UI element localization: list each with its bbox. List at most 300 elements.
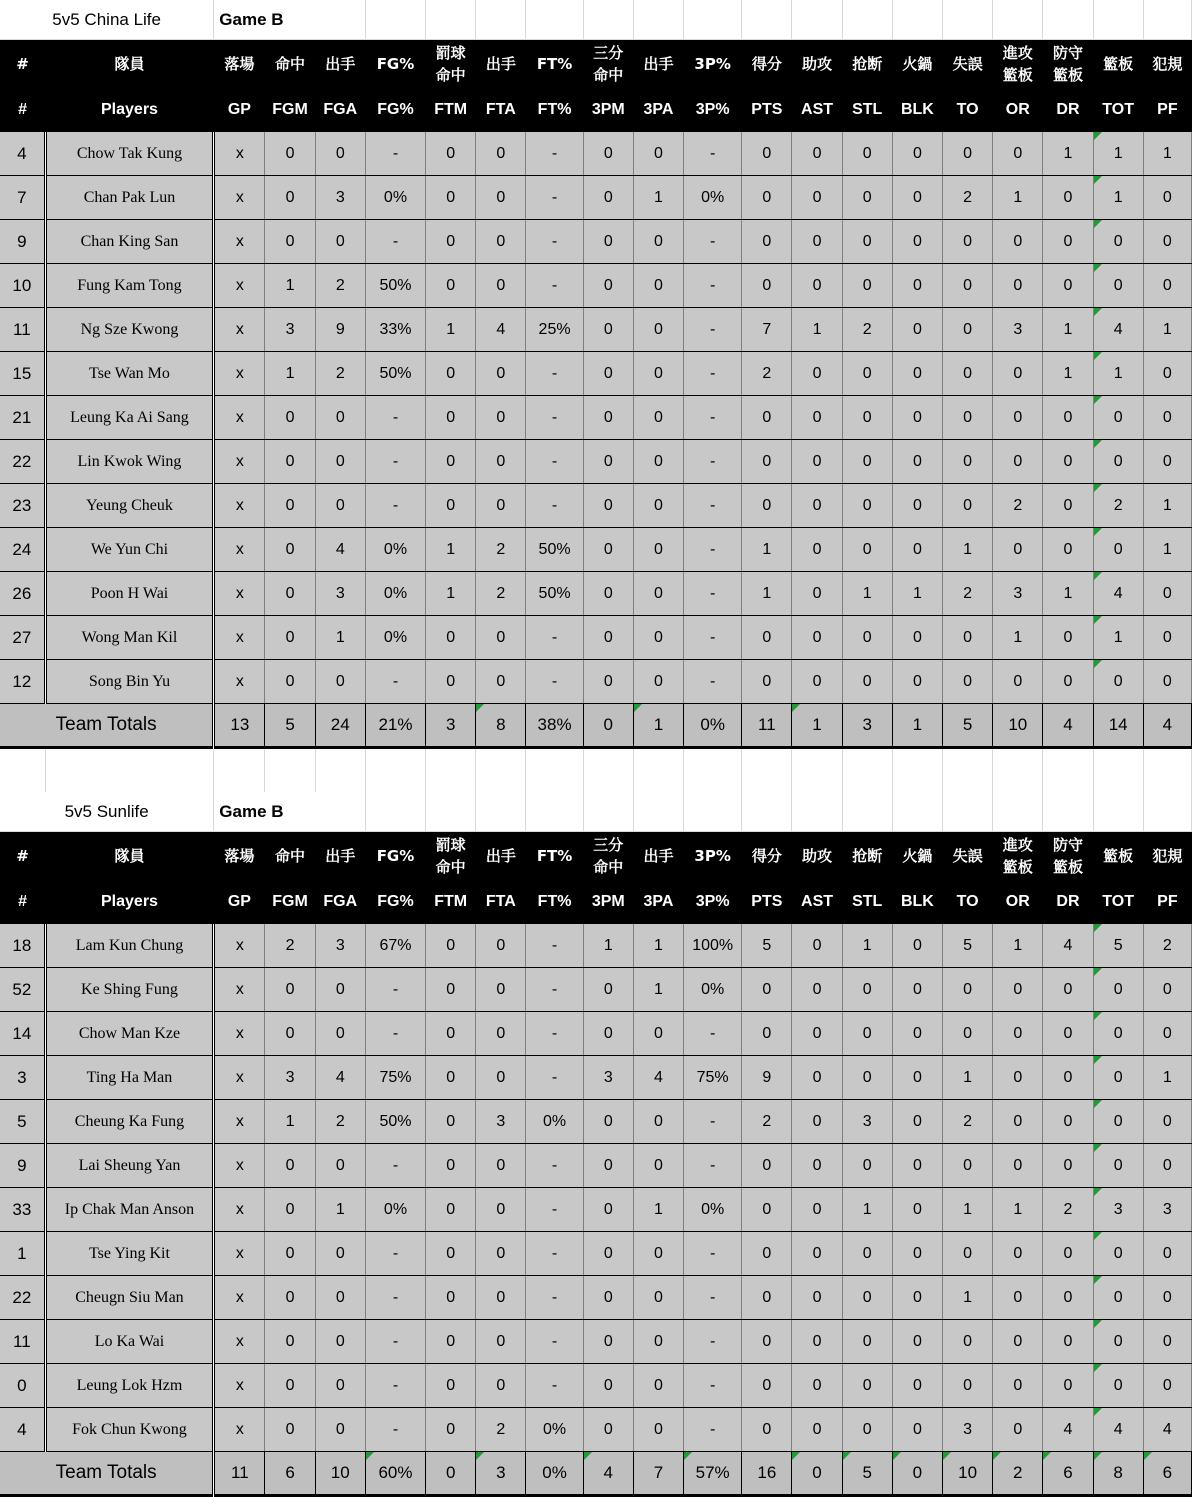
player-name bbox=[45, 616, 214, 660]
column-header-cn bbox=[476, 832, 526, 881]
cell-value: 0 bbox=[812, 1068, 822, 1086]
cell-value: 7 bbox=[653, 1463, 664, 1482]
cell-value: 0 bbox=[1113, 1156, 1123, 1174]
cell-value: 0 bbox=[963, 1024, 973, 1042]
cell-value: 0 bbox=[285, 232, 295, 250]
cell-value: - bbox=[551, 672, 558, 690]
cell-value: 1 bbox=[1162, 540, 1172, 558]
column-header-en: 3PA bbox=[633, 880, 683, 924]
cell-value: - bbox=[392, 1332, 399, 1350]
stat-cell bbox=[426, 924, 476, 968]
stat-cell bbox=[993, 1144, 1043, 1188]
cell-value: 8 bbox=[496, 715, 506, 734]
stat-cell bbox=[265, 1100, 315, 1144]
column-header-en: BLK bbox=[892, 88, 942, 132]
stat-cell bbox=[365, 396, 425, 440]
column-header-cn bbox=[315, 832, 365, 881]
cell-value: 1 bbox=[446, 584, 456, 602]
cell-value: - bbox=[709, 276, 716, 294]
player-row bbox=[0, 132, 1192, 176]
stat-cell bbox=[892, 176, 942, 220]
cell-value: 0 bbox=[446, 1200, 456, 1218]
stat-cell bbox=[583, 1188, 633, 1232]
column-header-cn bbox=[1093, 40, 1143, 89]
cell-value: 0 bbox=[285, 584, 295, 602]
cell-value: Leung Ka Ai Sang bbox=[70, 408, 189, 426]
stat-cell bbox=[265, 1188, 315, 1232]
header-text: FG% bbox=[376, 55, 415, 73]
cell-value: 0 bbox=[285, 188, 295, 206]
stat-cell bbox=[943, 220, 993, 264]
cell-value: 1 bbox=[963, 1288, 973, 1306]
column-header-en: TO bbox=[943, 88, 993, 132]
cell-value: 0 bbox=[862, 276, 872, 294]
header-row-english bbox=[0, 880, 1192, 924]
stat-cell bbox=[476, 220, 526, 264]
total-cell bbox=[633, 1452, 683, 1496]
cell-value: 0 bbox=[446, 672, 456, 690]
cell-value: 0 bbox=[1113, 1332, 1123, 1350]
cell-value: 0 bbox=[862, 672, 872, 690]
cell-value: 16 bbox=[757, 1463, 777, 1482]
stat-cell bbox=[842, 176, 892, 220]
player-row bbox=[0, 1100, 1192, 1144]
total-cell bbox=[892, 1452, 942, 1496]
cell-value: 0 bbox=[496, 980, 506, 998]
cell-value: 0 bbox=[1063, 1376, 1073, 1394]
cell-value: - bbox=[709, 584, 716, 602]
cell-value: 6 bbox=[285, 1463, 295, 1482]
header-text: 3P% bbox=[694, 55, 731, 73]
cell-value: - bbox=[709, 1024, 716, 1042]
cell-value: 2 bbox=[862, 320, 872, 338]
cell-value: 1 bbox=[653, 715, 664, 734]
stat-cell bbox=[1143, 1144, 1191, 1188]
stat-cell bbox=[583, 1364, 633, 1408]
empty-cell bbox=[633, 748, 683, 794]
stat-cell bbox=[1143, 572, 1191, 616]
player-name bbox=[45, 660, 214, 704]
cell-value: 1 bbox=[963, 540, 973, 558]
stat-cell bbox=[214, 220, 265, 264]
total-cell bbox=[426, 1452, 476, 1496]
stat-cell bbox=[1043, 220, 1093, 264]
player-number bbox=[0, 176, 45, 220]
player-row bbox=[0, 440, 1192, 484]
stat-cell bbox=[742, 572, 792, 616]
cell-value: 0 bbox=[445, 1463, 456, 1482]
column-header-en: STL bbox=[842, 880, 892, 924]
title-row bbox=[0, 0, 1192, 40]
cell-value: 2 bbox=[496, 1420, 506, 1438]
cell-value: - bbox=[551, 496, 558, 514]
cell-value: 0 bbox=[1063, 1024, 1073, 1042]
column-header-cn bbox=[365, 40, 425, 89]
cell-value: 0 bbox=[762, 1376, 772, 1394]
cell-value: 0 bbox=[654, 1024, 663, 1042]
stat-cell bbox=[1143, 968, 1191, 1012]
column-header-en: PF bbox=[1143, 880, 1191, 924]
cell-value: - bbox=[551, 1156, 558, 1174]
cell-value: x bbox=[235, 364, 244, 382]
player-row bbox=[0, 1188, 1192, 1232]
cell-value: 0 bbox=[912, 1068, 922, 1086]
cell-value: 0 bbox=[654, 496, 663, 514]
total-rebounds-cell bbox=[1093, 1100, 1143, 1144]
stat-cell bbox=[476, 264, 526, 308]
stat-cell bbox=[792, 1056, 842, 1100]
total-cell bbox=[1143, 704, 1191, 748]
stat-cell bbox=[684, 1232, 742, 1276]
cell-value: 0% bbox=[383, 188, 408, 206]
stat-cell bbox=[993, 220, 1043, 264]
cell-value: 0 bbox=[912, 1112, 922, 1130]
column-header-cn bbox=[684, 40, 742, 89]
empty-cell bbox=[1043, 0, 1093, 40]
stat-cell bbox=[943, 440, 993, 484]
empty-cell bbox=[993, 792, 1043, 832]
cell-value: 0 bbox=[762, 188, 772, 206]
total-cell bbox=[1043, 1452, 1093, 1496]
cell-value: 0 bbox=[335, 1244, 345, 1262]
column-header-en: FGM bbox=[265, 88, 315, 132]
player-row bbox=[0, 572, 1192, 616]
empty-cell bbox=[684, 792, 742, 832]
cell-value: - bbox=[709, 232, 716, 250]
cell-value: 0 bbox=[1162, 408, 1172, 426]
column-header-cn bbox=[214, 40, 265, 89]
cell-value: 26 bbox=[12, 583, 32, 603]
column-header-cn bbox=[742, 40, 792, 89]
player-number bbox=[0, 528, 45, 572]
total-rebounds-cell bbox=[1093, 1276, 1143, 1320]
stat-cell bbox=[214, 396, 265, 440]
column-header-en: TOT bbox=[1093, 88, 1143, 132]
stat-cell bbox=[265, 308, 315, 352]
column-header-cn bbox=[365, 832, 425, 881]
total-cell bbox=[892, 704, 942, 748]
stat-cell bbox=[633, 528, 683, 572]
stat-cell bbox=[842, 660, 892, 704]
cell-value: 0 bbox=[912, 144, 922, 162]
stat-cell bbox=[315, 660, 365, 704]
comment-marker-icon bbox=[843, 1452, 851, 1460]
cell-value: 4 bbox=[335, 540, 345, 558]
cell-value: 0 bbox=[1113, 672, 1123, 690]
cell-value: - bbox=[551, 628, 558, 646]
cell-value: 0 bbox=[654, 1376, 663, 1394]
stat-cell bbox=[526, 1364, 583, 1408]
stat-cell bbox=[842, 1056, 892, 1100]
total-cell bbox=[842, 1452, 892, 1496]
cell-value: 0% bbox=[383, 1200, 408, 1218]
cell-value: - bbox=[551, 452, 558, 470]
cell-value: 0 bbox=[912, 452, 922, 470]
stat-cell bbox=[842, 440, 892, 484]
stat-cell bbox=[214, 440, 265, 484]
stat-cell bbox=[1043, 1100, 1093, 1144]
cell-value: 0 bbox=[1113, 540, 1123, 558]
column-header-en: 3P% bbox=[684, 88, 742, 132]
spacer-row bbox=[0, 748, 1192, 794]
cell-value: 0 bbox=[963, 980, 973, 998]
player-name bbox=[45, 1276, 214, 1320]
cell-value: 14 bbox=[12, 1023, 32, 1043]
cell-value: 21 bbox=[12, 407, 32, 427]
stat-cell bbox=[792, 528, 842, 572]
stat-cell bbox=[993, 1056, 1043, 1100]
stat-cell bbox=[943, 1100, 993, 1144]
stat-cell bbox=[684, 1188, 742, 1232]
total-cell bbox=[526, 1452, 583, 1496]
header-text: 罰球 bbox=[435, 44, 466, 62]
stat-cell bbox=[742, 440, 792, 484]
stat-cell bbox=[684, 616, 742, 660]
stat-cell bbox=[842, 924, 892, 968]
cell-value: 0 bbox=[762, 980, 772, 998]
cell-value: - bbox=[709, 408, 716, 426]
player-row bbox=[0, 220, 1192, 264]
stat-cell bbox=[265, 1144, 315, 1188]
cell-value: 0 bbox=[446, 1024, 456, 1042]
total-cell bbox=[943, 1452, 993, 1496]
cell-value: 9 bbox=[762, 1068, 772, 1086]
stat-cell bbox=[742, 1056, 792, 1100]
stat-cell bbox=[526, 968, 583, 1012]
empty-cell bbox=[1143, 0, 1191, 40]
cell-value: x bbox=[235, 628, 244, 646]
total-cell bbox=[583, 1452, 633, 1496]
stat-cell bbox=[1043, 176, 1093, 220]
stat-cell bbox=[265, 396, 315, 440]
stat-cell bbox=[476, 440, 526, 484]
header-text: # bbox=[16, 55, 29, 73]
stat-cell bbox=[265, 1320, 315, 1364]
stat-cell bbox=[943, 924, 993, 968]
stat-cell bbox=[633, 1012, 683, 1056]
column-header-en: 3PM bbox=[583, 880, 633, 924]
game-label: Game B bbox=[214, 792, 366, 832]
stat-cell bbox=[842, 1276, 892, 1320]
empty-cell bbox=[426, 0, 476, 40]
stat-cell bbox=[1043, 132, 1093, 176]
empty-cell bbox=[526, 0, 583, 40]
cell-value: 0 bbox=[1162, 1288, 1172, 1306]
column-header-en: FGA bbox=[315, 88, 365, 132]
comment-marker-icon bbox=[476, 704, 484, 712]
cell-value: 0 bbox=[912, 1244, 922, 1262]
cell-value: 0 bbox=[812, 144, 822, 162]
cell-value: 0 bbox=[1063, 452, 1073, 470]
cell-value: 1 bbox=[963, 1068, 973, 1086]
cell-value: 2 bbox=[1063, 1200, 1073, 1218]
stat-cell bbox=[792, 1408, 842, 1452]
cell-value: 0 bbox=[1013, 364, 1023, 382]
column-header-cn bbox=[526, 832, 583, 881]
column-header-cn bbox=[583, 832, 633, 881]
cell-value: 0 bbox=[912, 188, 922, 206]
header-text: 三分 bbox=[593, 44, 624, 62]
cell-value: x bbox=[235, 408, 244, 426]
cell-value: 0 bbox=[285, 144, 295, 162]
stat-cell bbox=[892, 1364, 942, 1408]
header-text: FT% bbox=[536, 847, 573, 865]
stat-cell bbox=[526, 1056, 583, 1100]
comment-marker-icon bbox=[893, 1452, 901, 1460]
column-header-en: 3P% bbox=[684, 880, 742, 924]
cell-value: 0 bbox=[285, 1420, 295, 1438]
stat-cell bbox=[684, 484, 742, 528]
stat-cell bbox=[684, 1408, 742, 1452]
cell-value: 0 bbox=[912, 936, 922, 954]
cell-value: 1 bbox=[1162, 496, 1172, 514]
stat-cell bbox=[993, 396, 1043, 440]
header-text: 命中 bbox=[593, 858, 624, 876]
comment-marker-icon bbox=[1094, 352, 1102, 360]
stat-cell bbox=[426, 440, 476, 484]
stat-cell bbox=[792, 1232, 842, 1276]
total-cell bbox=[993, 704, 1043, 748]
stat-cell bbox=[526, 396, 583, 440]
cell-value: x bbox=[235, 496, 244, 514]
stat-cell bbox=[265, 264, 315, 308]
stat-cell bbox=[792, 264, 842, 308]
cell-value: 6 bbox=[1162, 1463, 1173, 1482]
cell-value: 2 bbox=[762, 1112, 772, 1130]
stat-cell bbox=[583, 484, 633, 528]
total-cell bbox=[265, 1452, 315, 1496]
cell-value: 5 bbox=[962, 715, 973, 734]
column-header-en: AST bbox=[792, 880, 842, 924]
cell-value: 4 bbox=[1063, 715, 1073, 734]
total-rebounds-cell bbox=[1093, 528, 1143, 572]
empty-cell bbox=[365, 792, 425, 832]
player-number bbox=[0, 396, 45, 440]
player-name bbox=[45, 1320, 214, 1364]
stat-cell bbox=[842, 264, 892, 308]
cell-value: - bbox=[709, 628, 716, 646]
cell-value: 5 bbox=[17, 1111, 27, 1131]
stat-cell bbox=[633, 1408, 683, 1452]
cell-value: 0 bbox=[1063, 188, 1073, 206]
cell-value: 0 bbox=[812, 232, 822, 250]
stat-cell bbox=[583, 176, 633, 220]
cell-value: 10 bbox=[1008, 715, 1028, 734]
stat-cell bbox=[476, 616, 526, 660]
stat-cell bbox=[742, 1408, 792, 1452]
cell-value: 50% bbox=[379, 276, 412, 294]
stat-cell bbox=[1043, 660, 1093, 704]
stat-cell bbox=[842, 968, 892, 1012]
stat-cell bbox=[892, 1100, 942, 1144]
cell-value: 10 bbox=[12, 275, 32, 295]
stat-cell bbox=[315, 1320, 365, 1364]
total-cell bbox=[993, 1452, 1043, 1496]
cell-value: 0% bbox=[383, 540, 408, 558]
player-name bbox=[45, 176, 214, 220]
cell-value: 0 bbox=[603, 980, 613, 998]
cell-value: 0 bbox=[812, 1420, 822, 1438]
comment-marker-icon bbox=[792, 704, 800, 712]
stat-cell bbox=[943, 352, 993, 396]
cell-value: 0 bbox=[912, 364, 922, 382]
cell-value: 25% bbox=[538, 320, 571, 338]
cell-value: 3 bbox=[1162, 1200, 1172, 1218]
comment-marker-icon bbox=[993, 1452, 1001, 1460]
cell-value: 0 bbox=[862, 1244, 872, 1262]
stat-cell bbox=[684, 660, 742, 704]
stat-cell bbox=[892, 440, 942, 484]
total-rebounds-cell bbox=[1093, 352, 1143, 396]
player-name bbox=[45, 220, 214, 264]
cell-value: 0 bbox=[1162, 1024, 1172, 1042]
cell-value: 0 bbox=[603, 715, 613, 734]
column-header-cn bbox=[0, 40, 45, 89]
total-cell bbox=[476, 704, 526, 748]
cell-value: 0 bbox=[762, 232, 772, 250]
stat-cell bbox=[365, 352, 425, 396]
cell-value: 0 bbox=[812, 980, 822, 998]
cell-value: Chow Tak Kung bbox=[76, 144, 183, 162]
cell-value: - bbox=[551, 1288, 558, 1306]
stat-cell bbox=[426, 968, 476, 1012]
stat-cell bbox=[315, 968, 365, 1012]
cell-value: 1 bbox=[446, 320, 456, 338]
stat-cell bbox=[742, 264, 792, 308]
stat-cell bbox=[1043, 968, 1093, 1012]
player-row bbox=[0, 1320, 1192, 1364]
cell-value: - bbox=[392, 1156, 399, 1174]
cell-value: 2 bbox=[762, 364, 772, 382]
total-cell bbox=[315, 1452, 365, 1496]
total-rebounds-cell bbox=[1093, 176, 1143, 220]
empty-cell bbox=[526, 792, 583, 832]
empty-cell bbox=[1093, 792, 1143, 832]
stat-cell bbox=[583, 308, 633, 352]
column-header-cn bbox=[0, 832, 45, 881]
cell-value: Tse Wan Mo bbox=[89, 364, 170, 382]
total-cell bbox=[476, 1452, 526, 1496]
stat-cell bbox=[315, 264, 365, 308]
stat-cell bbox=[792, 308, 842, 352]
cell-value: 0 bbox=[335, 672, 345, 690]
cell-value: 0 bbox=[1113, 232, 1123, 250]
cell-value: 7 bbox=[762, 320, 772, 338]
column-header-cn bbox=[842, 40, 892, 89]
cell-value: 0 bbox=[1063, 496, 1073, 514]
cell-value: x bbox=[235, 936, 244, 954]
cell-value: - bbox=[709, 144, 716, 162]
stat-cell bbox=[842, 1012, 892, 1056]
comment-marker-icon bbox=[684, 1452, 692, 1460]
cell-value: 57% bbox=[695, 1463, 730, 1482]
cell-value: 15 bbox=[12, 363, 32, 383]
cell-value: Song Bin Yu bbox=[88, 672, 171, 690]
stat-cell bbox=[1143, 1012, 1191, 1056]
stat-cell bbox=[792, 1012, 842, 1056]
cell-value: 1 bbox=[1013, 188, 1023, 206]
stat-cell bbox=[583, 1408, 633, 1452]
empty-cell bbox=[742, 748, 792, 794]
cell-value: 0 bbox=[1013, 232, 1023, 250]
cell-value: 0 bbox=[335, 1156, 345, 1174]
cell-value: 1 bbox=[654, 936, 663, 954]
cell-value: 0 bbox=[812, 1332, 822, 1350]
player-name bbox=[45, 396, 214, 440]
cell-value: 0 bbox=[812, 188, 822, 206]
cell-value: 0 bbox=[446, 232, 456, 250]
stat-cell bbox=[583, 1100, 633, 1144]
